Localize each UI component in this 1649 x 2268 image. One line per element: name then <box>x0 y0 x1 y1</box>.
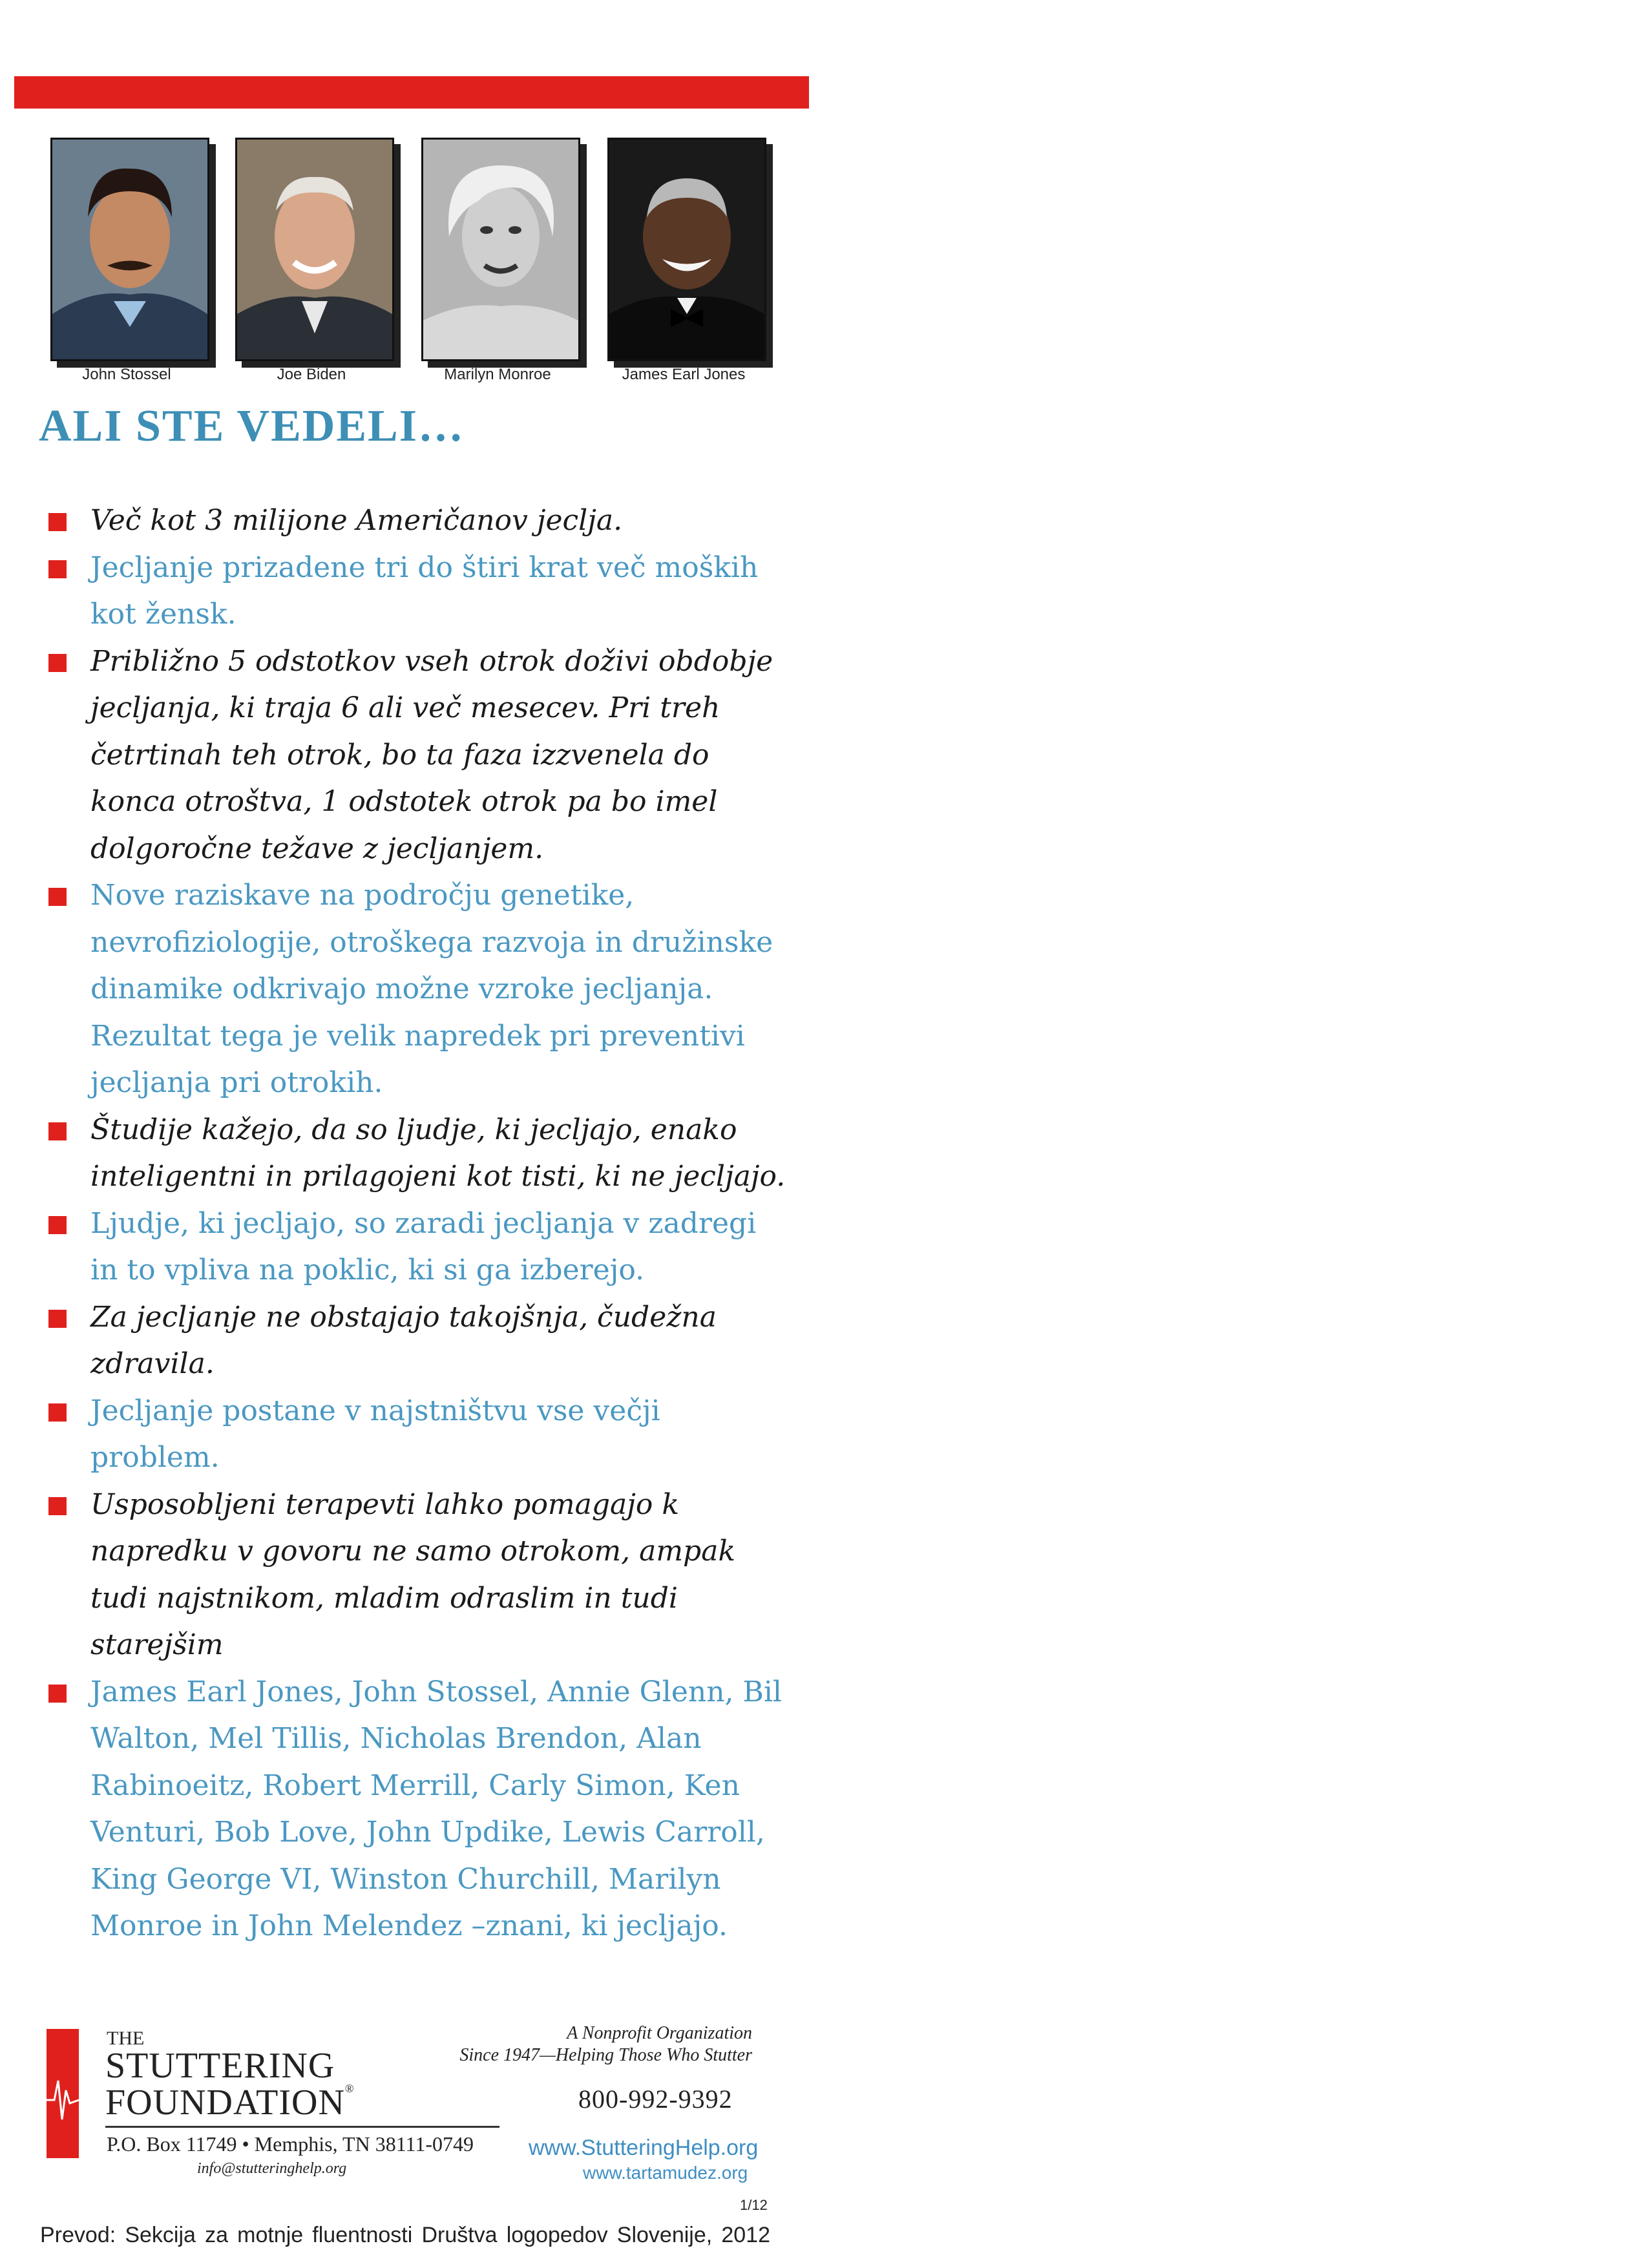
phone-number: 800-992-9392 <box>578 2084 733 2114</box>
facts-list <box>45 498 788 1950</box>
date-code: 1/12 <box>740 2197 768 2213</box>
logo-name-line2 <box>105 2082 355 2123</box>
list-item <box>45 1482 788 1669</box>
caption-john-stossel: John Stossel <box>82 366 171 383</box>
website-link-primary[interactable]: www.StutteringHelp.org <box>529 2136 759 2160</box>
red-square-bullet-icon <box>48 1310 67 1328</box>
top-red-bar <box>14 76 809 109</box>
fact-text: Jecljanje postane v najstništvu vse večji problem. <box>90 1394 660 1474</box>
red-square-bullet-icon <box>48 1403 67 1422</box>
email-address: info@stutteringhelp.org <box>197 2160 347 2177</box>
page-heading: ALI STE VEDELI… <box>39 401 465 451</box>
logo-the: THE <box>107 2028 145 2049</box>
fact-text: Nove raziskave na področju genetike, nevrofiziologije, otroškega razvoja in družinske dinamike odkrivajo možne vzroke jecljanja. Rezultat tega je velik napredek pri preventivi jecljanja pri otrokih. <box>90 879 773 1099</box>
translation-credit: Prevod: Sekcija za motnje fluentnosti Društva logopedov Slovenije, 2012 <box>40 2223 770 2247</box>
list-item <box>45 872 788 1107</box>
website-link-secondary[interactable]: www.tartamudez.org <box>583 2163 748 2183</box>
caption-joe-biden: Joe Biden <box>277 366 346 383</box>
red-square-bullet-icon <box>48 1122 67 1140</box>
caption-marilyn-monroe: Marilyn Monroe <box>444 366 551 383</box>
red-square-bullet-icon <box>48 513 67 531</box>
list-item <box>45 638 788 873</box>
fact-text: James Earl Jones, John Stossel, Annie Glenn, Bil Walton, Mel Tillis, Nicholas Brendon, Alan Rabinoeitz, Robert Merrill, Carly Simon, Ken Venturi, Bob Love, John Updike, Lewis Carroll, King George VI, Winston Churchill, Marilyn Monroe in John Melendez –znani, ki jecljajo. <box>90 1675 782 1942</box>
list-item <box>45 1107 788 1201</box>
fact-text: Za jecljanje ne obstajajo takojšnja, čudežna zdravila. <box>90 1300 717 1380</box>
red-square-bullet-icon <box>48 1216 67 1234</box>
heartbeat-logo-icon <box>47 2029 79 2158</box>
fact-text: Ljudje, ki jecljajo, so zaradi jecljanja v zadregi in to vpliva na poklic, ki si ga izberejo. <box>90 1206 757 1286</box>
list-item <box>45 1294 788 1388</box>
registered-mark: ® <box>344 2082 355 2095</box>
list-item <box>45 1669 788 1950</box>
red-square-bullet-icon <box>48 654 67 672</box>
org-tagline-line2: Since 1947—Helping Those Who Stutter <box>459 2045 752 2065</box>
org-tagline-line1: A Nonprofit Organization <box>567 2023 752 2043</box>
logo-divider <box>105 2126 499 2128</box>
list-item <box>45 1388 788 1482</box>
fact-text: Usposobljeni terapevti lahko pomagajo k napredku v govoru ne samo otrokom, ampak tudi najstnikom, mladim odraslim in tudi starejšim <box>90 1487 736 1661</box>
red-square-bullet-icon <box>48 1685 67 1703</box>
list-item <box>45 1201 788 1294</box>
fact-text: Približno 5 odstotkov vseh otrok doživi obdobje jecljanja, ki traja 6 ali več mesecev. Pri treh četrtinah teh otrok, bo ta faza izzvenela do konca otroštva, 1 odstotek otrok pa bo imel dolgoročne težave z jecljanjem. <box>90 644 773 865</box>
portrait-john-stossel-icon <box>50 138 209 361</box>
fact-text: Več kot 3 milijone Američanov jeclja. <box>90 504 623 537</box>
postal-address: P.O. Box 11749 • Memphis, TN 38111-0749 <box>107 2132 474 2156</box>
fact-text: Jecljanje prizadene tri do štiri krat več moških kot žensk. <box>90 551 759 631</box>
logo-name-line1: STUTTERING <box>105 2046 335 2086</box>
caption-james-earl-jones: James Earl Jones <box>622 366 746 383</box>
list-item <box>45 498 788 545</box>
list-item <box>45 545 788 638</box>
portrait-marilyn-monroe-icon <box>421 138 580 361</box>
org-tagline <box>459 2022 752 2066</box>
fact-text: Študije kažejo, da so ljudje, ki jecljajo, enako inteligentni in prilagojeni kot tisti, ki ne jecljajo. <box>90 1113 786 1193</box>
red-square-bullet-icon <box>48 888 67 906</box>
portrait-joe-biden-icon <box>235 138 394 361</box>
red-square-bullet-icon <box>48 560 67 578</box>
logo-name-line2-text: FOUNDATION <box>105 2083 345 2123</box>
red-square-bullet-icon <box>48 1497 67 1515</box>
portrait-james-earl-jones-icon <box>607 138 766 361</box>
